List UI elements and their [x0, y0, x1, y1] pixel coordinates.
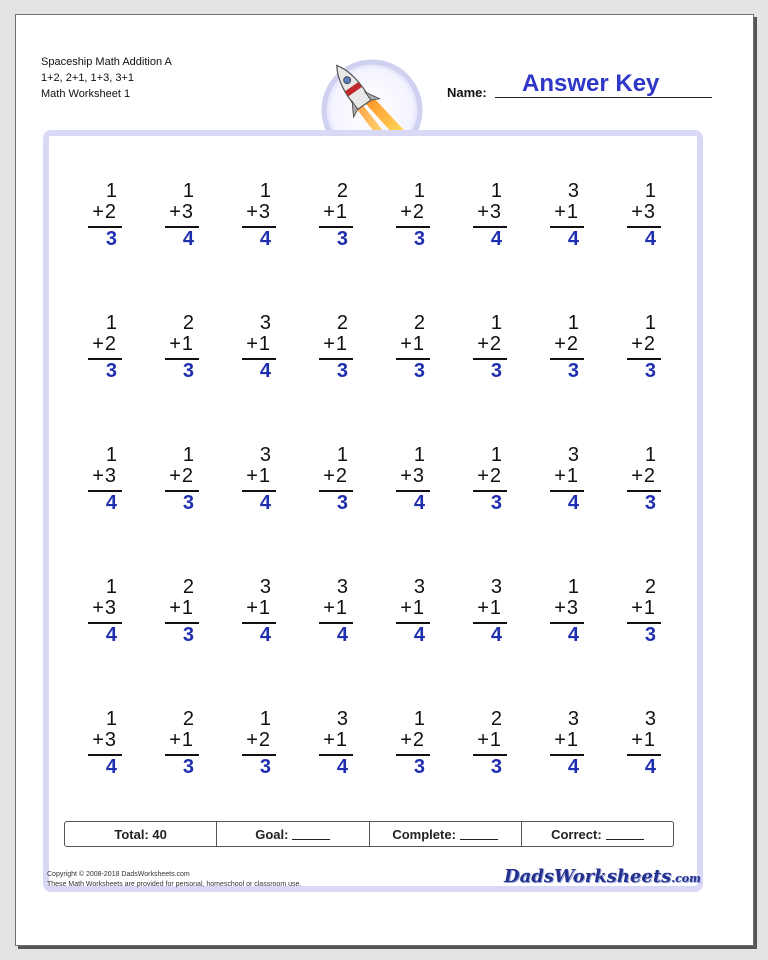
addend-top: 2 — [182, 312, 194, 334]
addend-bottom: +3 — [400, 465, 425, 487]
complete-cell[interactable] — [370, 822, 522, 846]
addend-top: 3 — [259, 312, 271, 334]
addend-bottom: +1 — [246, 597, 271, 619]
answer: 3 — [182, 756, 194, 778]
answer: 4 — [567, 624, 579, 646]
problem — [623, 444, 663, 520]
addend-top: 1 — [490, 444, 502, 466]
addend-top: 3 — [259, 576, 271, 598]
addend-bottom: +3 — [92, 729, 117, 751]
addend-bottom: +1 — [477, 729, 502, 751]
answer: 4 — [644, 756, 656, 778]
addend-bottom: +3 — [169, 201, 194, 223]
addend-top: 1 — [182, 180, 194, 202]
usage-line: These Math Worksheets are provided for personal, homeschool or classroom use. — [47, 881, 302, 888]
problem — [623, 180, 663, 256]
problem — [238, 576, 278, 652]
problem — [546, 708, 586, 784]
problem — [546, 576, 586, 652]
addend-bottom: +2 — [631, 333, 656, 355]
addend-bottom: +3 — [554, 597, 579, 619]
addend-bottom: +1 — [554, 729, 579, 751]
name-label: Name: — [447, 85, 487, 100]
addend-bottom: +1 — [631, 729, 656, 751]
addend-top: 1 — [413, 444, 425, 466]
logo-suffix: .com — [671, 872, 701, 885]
addend-bottom: +1 — [323, 597, 348, 619]
addend-top: 1 — [336, 444, 348, 466]
addend-top: 2 — [336, 312, 348, 334]
problem — [238, 708, 278, 784]
answer: 4 — [105, 756, 117, 778]
problem — [392, 444, 432, 520]
addend-top: 3 — [259, 444, 271, 466]
worksheet-facts: 1+2, 2+1, 1+3, 3+1 — [41, 72, 134, 84]
addend-top: 3 — [644, 708, 656, 730]
problem — [392, 708, 432, 784]
problem-grid — [49, 136, 697, 836]
addend-top: 2 — [182, 708, 194, 730]
addend-top: 1 — [105, 576, 117, 598]
answer: 3 — [105, 360, 117, 382]
answer: 4 — [259, 228, 271, 250]
addend-top: 1 — [259, 180, 271, 202]
addend-top: 1 — [644, 180, 656, 202]
answer: 4 — [259, 492, 271, 514]
answer: 4 — [567, 492, 579, 514]
addend-bottom: +1 — [631, 597, 656, 619]
addend-bottom: +1 — [246, 333, 271, 355]
answer: 3 — [259, 756, 271, 778]
addend-bottom: +1 — [169, 597, 194, 619]
problem — [84, 180, 124, 256]
problem — [161, 444, 201, 520]
answer: 4 — [490, 228, 502, 250]
problem — [469, 444, 509, 520]
problem — [84, 708, 124, 784]
problem — [161, 708, 201, 784]
addend-bottom: +1 — [169, 729, 194, 751]
addend-top: 1 — [490, 312, 502, 334]
problem — [238, 180, 278, 256]
correct-label: Correct: — [551, 826, 602, 842]
total-label: Total: 40 — [114, 826, 167, 842]
name-field[interactable] — [447, 70, 712, 100]
addend-bottom: +3 — [92, 597, 117, 619]
correct-blank[interactable] — [606, 829, 644, 840]
problem — [84, 312, 124, 388]
answer: 4 — [567, 228, 579, 250]
addend-bottom: +2 — [477, 333, 502, 355]
addend-bottom: +1 — [246, 465, 271, 487]
answer: 3 — [105, 228, 117, 250]
addend-top: 2 — [182, 576, 194, 598]
addend-bottom: +2 — [246, 729, 271, 751]
problem — [84, 576, 124, 652]
addend-bottom: +1 — [169, 333, 194, 355]
problem — [392, 576, 432, 652]
problem — [315, 576, 355, 652]
addend-top: 3 — [567, 708, 579, 730]
addend-bottom: +2 — [477, 465, 502, 487]
worksheet-subtitle: Math Worksheet 1 — [41, 88, 131, 100]
addend-top: 1 — [567, 312, 579, 334]
worksheet-title: Spaceship Math Addition A — [41, 56, 172, 68]
answer: 4 — [336, 756, 348, 778]
problem — [392, 180, 432, 256]
addend-bottom: +2 — [323, 465, 348, 487]
problem — [161, 312, 201, 388]
copyright-notice — [47, 870, 301, 890]
problem — [392, 312, 432, 388]
worksheet-header — [41, 54, 172, 102]
addend-top: 1 — [644, 312, 656, 334]
addend-top: 3 — [336, 576, 348, 598]
addend-top: 3 — [567, 444, 579, 466]
problem — [469, 180, 509, 256]
addend-bottom: +2 — [400, 201, 425, 223]
answer: 4 — [490, 624, 502, 646]
problem — [546, 444, 586, 520]
goal-blank[interactable] — [292, 829, 330, 840]
addend-bottom: +1 — [400, 597, 425, 619]
answer: 4 — [105, 624, 117, 646]
addend-bottom: +1 — [323, 333, 348, 355]
addend-top: 1 — [644, 444, 656, 466]
answer-key-label: Answer Key — [522, 70, 660, 97]
answer: 4 — [336, 624, 348, 646]
answer: 3 — [644, 492, 656, 514]
addend-bottom: +3 — [246, 201, 271, 223]
problem — [469, 576, 509, 652]
addend-bottom: +1 — [400, 333, 425, 355]
addend-top: 1 — [105, 444, 117, 466]
addend-bottom: +2 — [631, 465, 656, 487]
addend-bottom: +2 — [92, 201, 117, 223]
answer: 3 — [644, 360, 656, 382]
problem — [161, 180, 201, 256]
answer: 4 — [259, 360, 271, 382]
score-footer — [64, 821, 674, 847]
addend-top: 3 — [567, 180, 579, 202]
answer: 3 — [182, 624, 194, 646]
answer: 4 — [413, 492, 425, 514]
answer: 4 — [644, 228, 656, 250]
addend-bottom: +2 — [554, 333, 579, 355]
problem — [623, 576, 663, 652]
logo-main: DadsWorksheets — [504, 866, 672, 887]
addend-top: 1 — [413, 708, 425, 730]
addend-top: 2 — [490, 708, 502, 730]
answer: 3 — [413, 360, 425, 382]
problem — [84, 444, 124, 520]
addend-top: 3 — [413, 576, 425, 598]
problem — [623, 312, 663, 388]
answer: 3 — [644, 624, 656, 646]
addend-bottom: +1 — [323, 729, 348, 751]
correct-cell[interactable] — [522, 822, 673, 846]
answer: 3 — [182, 360, 194, 382]
problem — [315, 180, 355, 256]
answer: 4 — [413, 624, 425, 646]
addend-top: 2 — [336, 180, 348, 202]
problem — [546, 180, 586, 256]
problem — [161, 576, 201, 652]
addend-bottom: +2 — [169, 465, 194, 487]
addend-top: 2 — [644, 576, 656, 598]
addend-top: 3 — [336, 708, 348, 730]
problem — [469, 708, 509, 784]
answer: 3 — [413, 756, 425, 778]
goal-cell[interactable] — [217, 822, 369, 846]
addend-bottom: +1 — [554, 465, 579, 487]
problem — [315, 444, 355, 520]
problem — [623, 708, 663, 784]
answer: 4 — [105, 492, 117, 514]
addend-top: 1 — [182, 444, 194, 466]
problem — [238, 444, 278, 520]
answer: 3 — [490, 756, 502, 778]
answer: 3 — [490, 360, 502, 382]
addend-bottom: +3 — [92, 465, 117, 487]
addend-top: 1 — [259, 708, 271, 730]
addend-top: 2 — [413, 312, 425, 334]
answer: 4 — [567, 756, 579, 778]
problem — [315, 312, 355, 388]
goal-label: Goal: — [255, 826, 289, 842]
answer: 4 — [259, 624, 271, 646]
addend-top: 1 — [105, 708, 117, 730]
addend-bottom: +3 — [631, 201, 656, 223]
addend-bottom: +2 — [400, 729, 425, 751]
answer: 4 — [182, 228, 194, 250]
problems-panel — [43, 130, 703, 892]
addend-top: 3 — [490, 576, 502, 598]
answer: 3 — [336, 228, 348, 250]
answer: 3 — [413, 228, 425, 250]
addend-bottom: +1 — [323, 201, 348, 223]
addend-top: 1 — [105, 180, 117, 202]
addend-top: 1 — [105, 312, 117, 334]
answer: 3 — [182, 492, 194, 514]
addend-bottom: +3 — [477, 201, 502, 223]
complete-blank[interactable] — [460, 829, 498, 840]
addend-top: 1 — [413, 180, 425, 202]
dadsworksheets-logo[interactable] — [504, 866, 701, 887]
problem — [546, 312, 586, 388]
addend-bottom: +1 — [554, 201, 579, 223]
answer: 3 — [490, 492, 502, 514]
copyright-line: Copyright © 2008-2018 DadsWorksheets.com — [47, 871, 190, 878]
problem — [315, 708, 355, 784]
total-cell — [65, 822, 217, 846]
problem — [469, 312, 509, 388]
addend-top: 1 — [490, 180, 502, 202]
problem — [238, 312, 278, 388]
answer: 3 — [336, 492, 348, 514]
addend-bottom: +2 — [92, 333, 117, 355]
complete-label: Complete: — [392, 826, 456, 842]
answer: 3 — [567, 360, 579, 382]
addend-bottom: +1 — [477, 597, 502, 619]
answer: 3 — [336, 360, 348, 382]
addend-top: 1 — [567, 576, 579, 598]
